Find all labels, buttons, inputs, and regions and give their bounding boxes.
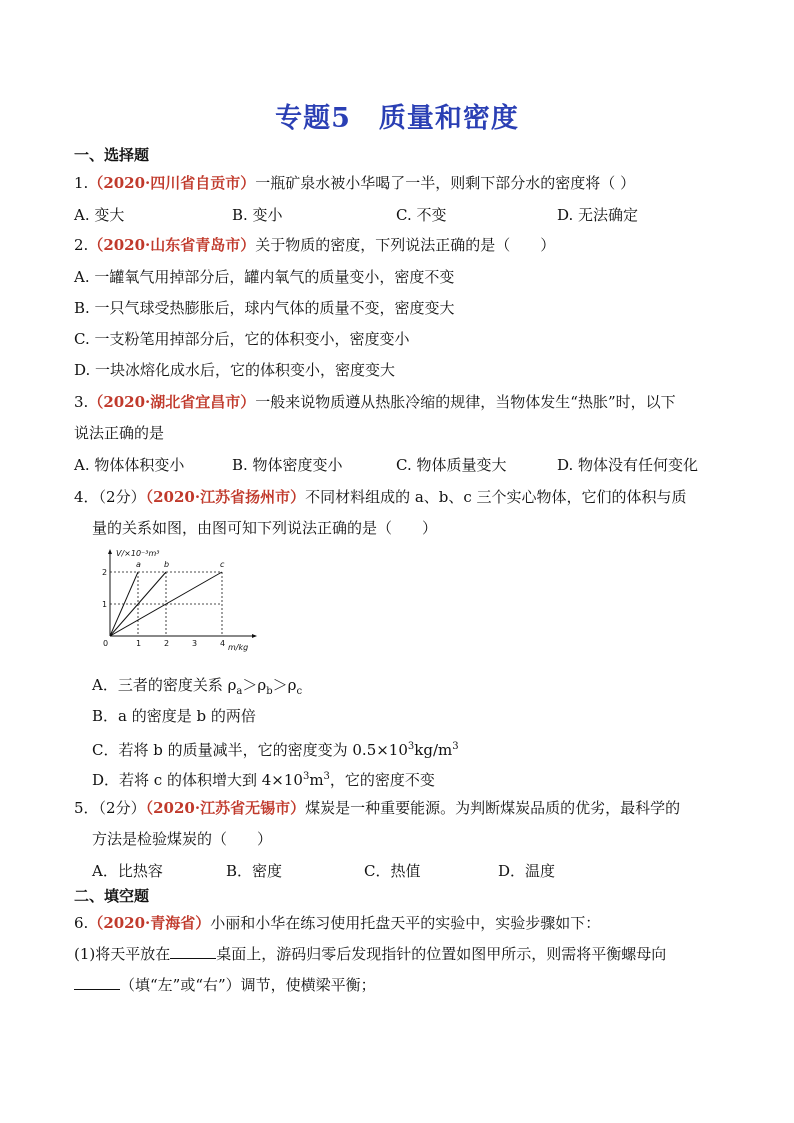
q6-step-1-text-3: （填“左”或“右”）调节，使横梁平衡； (120, 976, 376, 994)
question-source: （2020·四川省自贡市） (88, 174, 256, 192)
question-text: 一瓶矿泉水被小华喝了一半，则剩下部分水的密度将（ ） (255, 174, 636, 192)
q2-option-c: C. 一支粉笔用掉部分后，它的体积变小，密度变小 (74, 330, 410, 348)
section-choice-heading: 一、选择题 (74, 146, 150, 164)
q5-option-d: D．温度 (498, 862, 556, 880)
question-score: （2分） (98, 488, 146, 506)
q5-option-a: A．比热容 (92, 862, 163, 880)
answer-blank[interactable] (170, 944, 216, 959)
x-tick-label: 3 (192, 639, 198, 648)
q3-option-c: C. 物体质量变大 (396, 456, 507, 474)
q4-option-c-text: C．若将 b 的质量减半，它的密度变为 0.5×10 (92, 741, 408, 759)
q4-option-c-exp2: 3 (452, 741, 459, 752)
q4-option-c (92, 737, 459, 760)
q4-option-c-unit: kg/m (414, 741, 453, 759)
section-fill-heading: 二、填空题 (74, 887, 150, 905)
question-source: （2020·江苏省无锡市） (145, 799, 306, 817)
question-score: （2分） (98, 799, 146, 817)
series-label-c: c (220, 560, 225, 569)
question-4-cont: 量的关系如图，由图可知下列说法正确的是（ ） (92, 519, 438, 537)
q4-rho-a-sub: a (236, 686, 243, 697)
q4-option-d-unit: m (309, 771, 324, 789)
question-number: 6. (74, 914, 89, 932)
x-tick-label: 4 (220, 639, 226, 648)
question-text: 关于物质的密度，下列说法正确的是（ ） (255, 236, 556, 254)
question-1 (74, 173, 635, 193)
q4-option-d-exp: 3 (302, 771, 310, 782)
q4-option-d-tail: ，它的密度不变 (329, 771, 435, 789)
q6-step-1-text-2: 桌面上，游码归零后发现指针的位置如图甲所示，则需将平衡螺母向 (216, 945, 667, 963)
series-label-b: b (164, 560, 170, 569)
q2-option-b: B. 一只气球受热膨胀后，球内气体的质量不变，密度变大 (74, 299, 455, 317)
q4-option-a-text: A．三者的密度关系 ρ (92, 676, 237, 694)
question-5 (74, 798, 680, 818)
q4-option-c-exp: 3 (407, 741, 415, 752)
x-axis-arrow (252, 634, 257, 638)
question-source: （2020·江苏省扬州市） (145, 488, 306, 506)
q6-step-1-text: (1)将天平放在 (74, 945, 171, 963)
question-number: 4． (74, 488, 99, 506)
q5-option-b: B．密度 (226, 862, 283, 880)
q1-option-d: D. 无法确定 (557, 206, 639, 224)
question-text: 煤炭是一种重要能源。为判断煤炭品质的优劣，最科学的 (305, 799, 681, 817)
question-3 (74, 392, 676, 412)
question-number: 1. (74, 174, 89, 192)
y-axis-arrow (108, 549, 112, 554)
q4-rho-c-sub: c (296, 686, 303, 697)
q1-option-a: A. 变大 (74, 206, 125, 224)
q6-step-1-cont (74, 975, 376, 995)
volume-mass-chart (100, 548, 260, 658)
q4-option-d-exp2: 3 (323, 771, 330, 782)
page-title: 专题5 质量和密度 (275, 103, 519, 134)
q4-gt-2: ＞ρ (272, 676, 297, 694)
q1-option-c: C. 不变 (396, 206, 447, 224)
q2-option-d: D. 一块冰熔化成水后，它的体积变小，密度变大 (74, 361, 396, 379)
question-4 (74, 487, 687, 507)
question-5-cont: 方法是检验煤炭的（ ） (92, 830, 273, 848)
q4-option-d-text: D．若将 c 的体积增大到 4×10 (92, 771, 303, 789)
question-number: 3. (74, 393, 89, 411)
question-6 (74, 913, 600, 933)
q2-option-a: A. 一罐氧气用掉部分后，罐内氧气的质量变小，密度不变 (74, 268, 455, 286)
y-tick-label: 1 (102, 600, 108, 609)
answer-blank[interactable] (74, 975, 120, 990)
x-tick-label: 2 (164, 639, 170, 648)
q6-step-1 (74, 944, 666, 964)
q3-option-b: B. 物体密度变小 (232, 456, 343, 474)
q4-option-a (92, 675, 302, 702)
q4-gt-1: ＞ρ (242, 676, 267, 694)
question-text: 一般来说物质遵从热胀冷缩的规律，当物体发生“热胀”时，以下 (255, 393, 676, 411)
q5-option-c: C．热值 (364, 862, 421, 880)
q4-option-d (92, 767, 435, 790)
y-axis-label: V/×10⁻³m³ (116, 549, 160, 558)
question-text: 不同材料组成的 a、b、c 三个实心物体，它们的体积与质 (305, 488, 687, 506)
x-axis-label: m/kg (228, 643, 249, 652)
question-source: （2020·青海省） (88, 914, 211, 932)
question-number: 5． (74, 799, 99, 817)
question-text: 小丽和小华在练习使用托盘天平的实验中，实验步骤如下： (210, 914, 601, 932)
q3-option-a: A. 物体体积变小 (74, 456, 185, 474)
q1-option-b: B. 变小 (232, 206, 283, 224)
question-2 (74, 235, 555, 255)
q4-option-b: B．a 的密度是 b 的两倍 (92, 707, 256, 725)
x-tick-label: 1 (136, 639, 142, 648)
question-number: 2. (74, 236, 89, 254)
series-label-a: a (136, 560, 141, 569)
y-tick-label: 2 (102, 568, 108, 577)
question-source: （2020·湖北省宜昌市） (88, 393, 256, 411)
question-source: （2020·山东省青岛市） (88, 236, 256, 254)
q3-option-d: D. 物体没有任何变化 (557, 456, 699, 474)
question-3-cont: 说法正确的是 (74, 424, 165, 442)
x-tick-label: 0 (103, 639, 109, 648)
q4-rho-b-sub: b (266, 686, 273, 697)
